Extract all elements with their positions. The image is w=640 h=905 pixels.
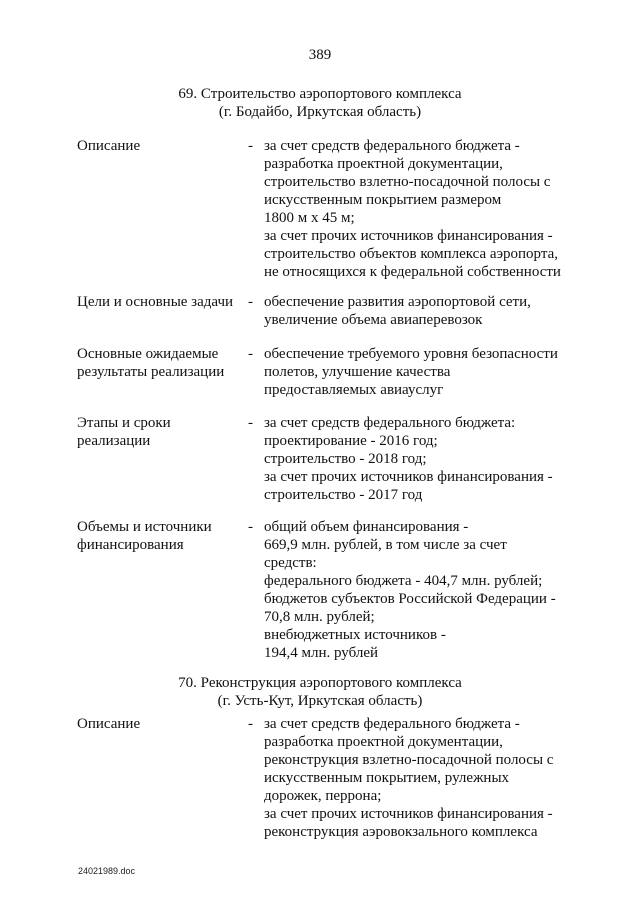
row-value: обеспечение развития аэропортовой сети, увеличение объема авиаперевозок: [264, 294, 531, 328]
page-number: 389: [308, 47, 332, 63]
row-value: за счет средств федерального бюджета - разработка проектной документации, строительство взлетно-посадочной полосы с искусственным покрытием размером 1800 м х 45 м; за счет прочих источников финансирования - строительство объектов комплекса аэропорта, не относящихся к федеральной собственности: [264, 138, 561, 280]
row-dash: -: [248, 415, 253, 431]
row-dash: -: [248, 294, 253, 310]
section-69-title: 69. Строительство аэропортового комплекса: [178, 86, 462, 102]
row-label: Описание: [77, 716, 141, 732]
section-70-subtitle: (г. Усть-Кут, Иркутская область): [217, 693, 423, 709]
row-value: общий объем финансирования - 669,9 млн. рублей, в том числе за счет средств: федерального бюджета - 404,7 млн. рублей; бюджетов субъектов Российской Федерации - 70,8 млн. рублей; внебюджетных источников - 194,4 млн. рублей: [264, 519, 556, 661]
document-filename: 24021989.doc: [78, 866, 136, 876]
row-label: Основные ожидаемые результаты реализации: [77, 346, 225, 380]
row-label: Объемы и источники финансирования: [77, 519, 212, 553]
row-label: Цели и основные задачи: [77, 294, 234, 310]
row-label: Описание: [77, 138, 141, 154]
row-value: за счет средств федерального бюджета - разработка проектной документации, реконструкция взлетно-посадочной полосы с искусственным покрытием, рулежных дорожек, перрона; за счет прочих источников финансирования - реконструкция аэровокзального комплекса: [264, 716, 554, 840]
row-dash: -: [248, 519, 253, 535]
row-value: обеспечение требуемого уровня безопасности полетов, улучшение качества предоставляемых авиауслуг: [264, 346, 558, 398]
row-dash: -: [248, 138, 253, 154]
row-dash: -: [248, 346, 253, 362]
row-value: за счет средств федерального бюджета: проектирование - 2016 год; строительство - 2018 год; за счет прочих источников финансирования - строительство - 2017 год: [264, 415, 553, 503]
section-69-subtitle: (г. Бодайбо, Иркутская область): [218, 104, 422, 120]
section-70-title: 70. Реконструкция аэропортового комплекса: [178, 675, 462, 691]
row-label: Этапы и сроки реализации: [77, 415, 171, 449]
row-dash: -: [248, 716, 253, 732]
